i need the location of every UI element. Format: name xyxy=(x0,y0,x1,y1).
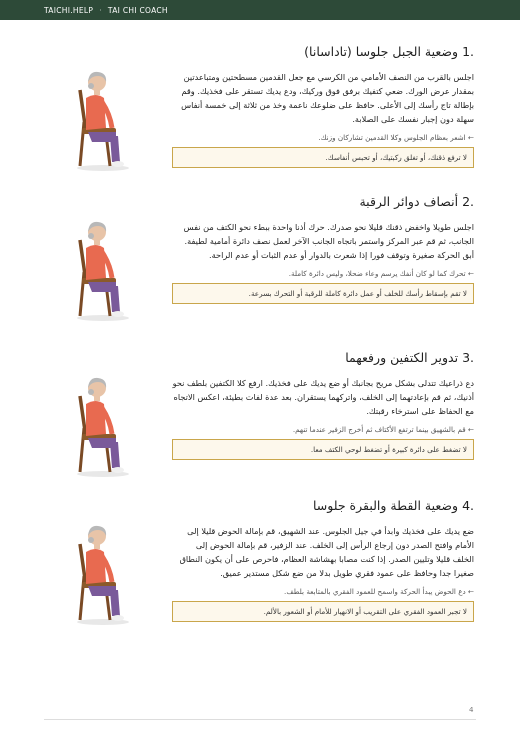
exercise-description: ضع يديك على فخذيك وابدأ في جيل الجلوس. عند الشهيق، قم بإمالة الحوض قليلا إلى الأمام وافتح الصدر دون إرجاع الرأس إلى الخلف. عند الزفير، قم بإمالة الحوض إلى الخلف قليلا وتليين الصدر. إذا كنت مصابا بهشاشة العظام، فاحرص على أن يكون النطاق صغيرا جدا وحافظ على عمود فقري طويل بدلا من ضع شكل مستدير عميق. xyxy=(179,526,474,578)
exercise-section-1 xyxy=(0,44,520,194)
exercise-section-2 xyxy=(0,194,520,344)
exercise-title: 3. تدوير الكتفين ورفعهما xyxy=(345,350,474,365)
exercise-section-4 xyxy=(0,498,520,648)
exercise-tip: ← قم بالشهيق بينما ترتفع الأكتاف ثم أخرج الزفير عندما تنهم. xyxy=(292,425,474,434)
exercise-content xyxy=(172,498,474,622)
exercise-title: 2. أنصاف دوائر الرقبة xyxy=(359,194,474,209)
exercise-title: 1. وضعية الجبل جلوسا (تاداسانا) xyxy=(304,44,474,59)
header-separator: · xyxy=(99,5,102,15)
footer-divider xyxy=(44,719,476,720)
exercise-tip: ← دع الحوض يبدأ الحركة واسمح للعمود الفقري بالمتابعة بلطف. xyxy=(284,587,474,596)
exercise-section-3 xyxy=(0,350,520,500)
seated-woman-figure-icon xyxy=(58,212,138,322)
exercise-warning-box: لا تجبر العمود الفقري على التقريب أو الانهيار للأمام أو الشعور بالألم. xyxy=(172,601,474,622)
section-name: TAI CHI COACH xyxy=(107,5,168,15)
exercise-tip: ← اشعر بعظام الجلوس وكلا القدمين تشاركان وزنك. xyxy=(318,133,474,142)
seated-woman-figure-icon xyxy=(58,62,138,172)
exercise-warning-box: لا ترفع ذقنك، أو تغلق ركبتيك، أو تحبس أنفاسك. xyxy=(172,147,474,168)
exercise-description: اجلس طويلا واخفض ذقنك قليلا نحو صدرك. حرك أذنا واحدة ببطء نحو الكتف من نفس الجانب، ثم قم عبر المركز واستمر باتجاه الجانب الآخر لعمل نصف دائرة أمامية لطيفة. أبق الحركة صغيرة وتوقف فورا إذا شعرت بالدوار أو عدم الثبات أو عدم الراحة. xyxy=(183,222,474,260)
site-name[interactable]: TAICHI.HELP xyxy=(44,5,94,15)
seated-woman-figure-icon xyxy=(58,368,138,478)
exercise-content xyxy=(172,350,474,460)
exercise-description: دع ذراعيك تتدلى بشكل مريح بجانبك أو ضع يديك على فخذيك. ارفع كلا الكتفين بلطف نحو أذنيك، ثم قم بإعادتهما إلى الخلف، واتركهما يستقران. بعد عدة لفات بطيئة، اعكس الاتجاه مع الحفاظ على استرخاء رقبتك. xyxy=(172,378,474,416)
exercise-tip: ← تحرك كما لو كان أنفك يرسم وعاء ضحلا، وليس دائرة كاملة. xyxy=(288,269,474,278)
exercise-warning-box: لا تضغط على دائرة كبيرة أو تضغط لوحي الكتف معا. xyxy=(172,439,474,460)
exercise-content xyxy=(172,44,474,168)
page-number: 4 xyxy=(469,706,474,714)
exercise-content xyxy=(172,194,474,304)
exercise-title: 4. وضعية القطة والبقرة جلوسا xyxy=(312,498,474,513)
seated-woman-figure-icon xyxy=(58,516,138,626)
top-header-bar xyxy=(0,0,520,20)
exercise-warning-box: لا تقم بإسقاط رأسك للخلف أو عمل دائرة كاملة للرقبة أو التحرك بسرعة. xyxy=(172,283,474,304)
exercise-description: اجلس بالقرب من النصف الأمامي من الكرسي مع جعل القدمين مسطحتين ومتباعدتين بمقدار عرض الورك. ضعي كتفيك برفق فوق وركيك، ودع يديك تستقر على فخذيك. وقم بإطالة تاج رأسك إلى الأعلى. حافظ على ضلوعك ناعمة وخذ من ثلاثة إلى خمسة أنفاس سهلة دون إجبار نفسك على الصلابة. xyxy=(181,72,474,124)
